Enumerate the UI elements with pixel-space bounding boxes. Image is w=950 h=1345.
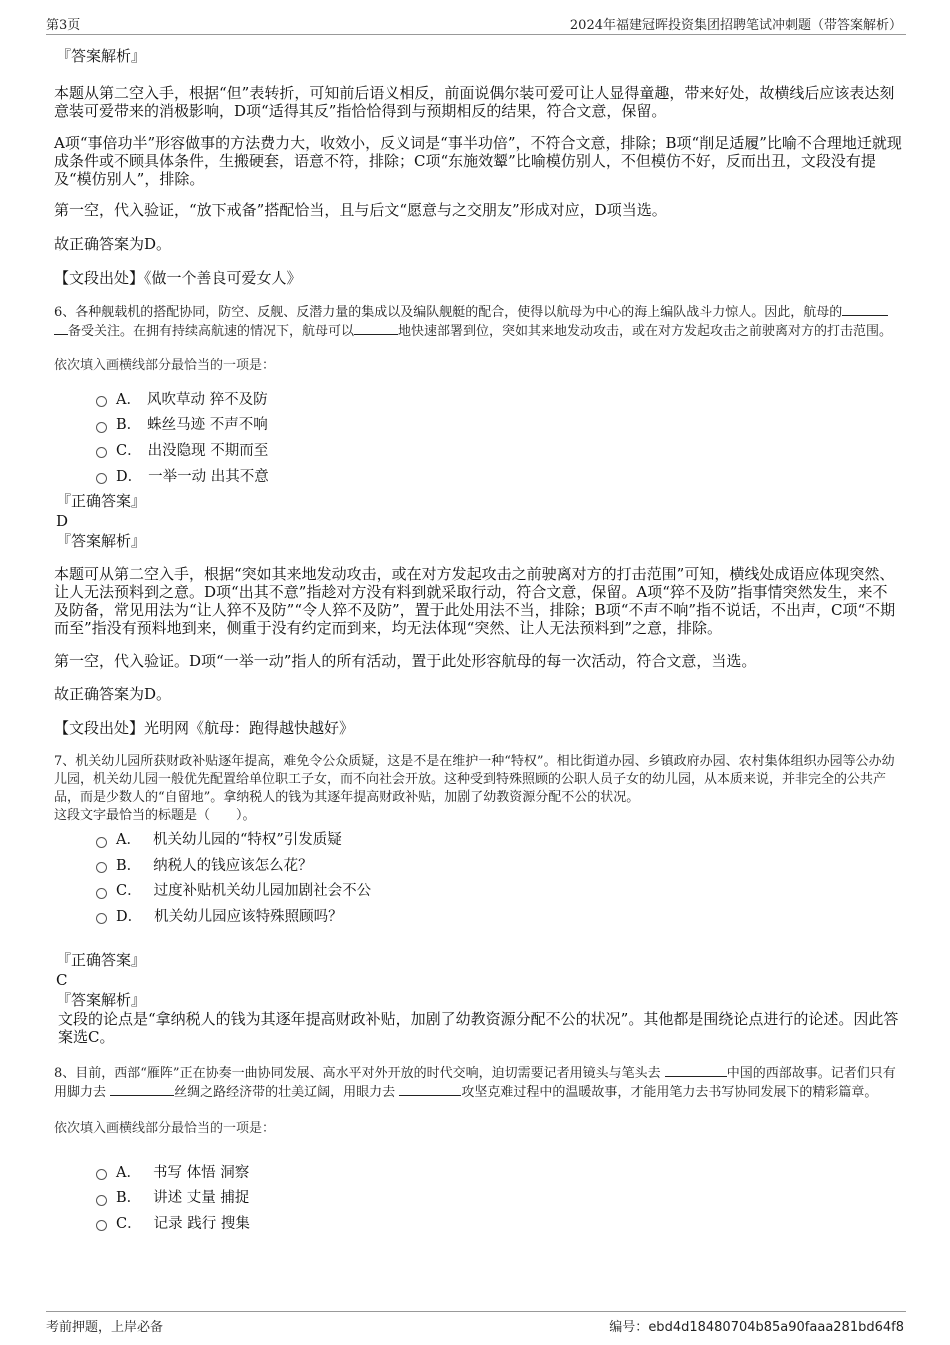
q5-analysis-p3: 第一空，代入验证，“放下戒备”搭配恰当，且与后文“愿意与之交朋友”形成对应，D项当选。 (54, 201, 667, 219)
q5-conclusion: 故正确答案为D。 (54, 235, 172, 253)
q6-option-a[interactable]: A． 风吹草动 猝不及防 (96, 387, 902, 413)
q8-stem-part2: 中国的西部故事。记者们只有用脚力去 (54, 1065, 896, 1100)
q6-option-d[interactable]: D． 一举一动 出其不意 (96, 464, 902, 490)
q6-analysis-label: 『答案解析』 (56, 532, 147, 551)
q6-stem (54, 303, 902, 341)
footer-code (609, 1316, 904, 1335)
q7-option-d[interactable]: D． 机关幼儿园应该特殊照顾吗？ (96, 904, 902, 930)
q7-analysis: 文段的论点是“拿纳税人的钱为其逐年提高财政补贴，加剧了幼教资源分配不公的状况”。其他都是围绕论点进行的论述。因此答案选C。 (58, 1009, 899, 1046)
q7-stem: 7、机关幼儿园所获财政补贴逐年提高，难免令公众质疑，这是不是在维护一种“特权”。相比街道办园、乡镇政府办园、农村集体组织办园等公办幼儿园，机关幼儿园一般优先配置给单位职工子女，而不向社会开放。这种受到特殊照顾的公职人员子女的幼儿园，从本质来说，并非完全的公共产品，而是少数人的“自留地”。拿纳税人的钱为其逐年提高财政补贴，加剧了幼教资源分配不公的状况。 (54, 754, 895, 806)
q8-stem-part3: 丝绸之路经济带的壮美辽阔，用眼力去 (174, 1084, 396, 1100)
q7-options (96, 827, 902, 929)
page-number: 第3页 (46, 18, 81, 33)
q5-analysis-p2: A项“事倍功半”形容做事的方法费力大，收效小，反义词是“事半功倍”，不符合文意，排除；B项“削足适履”比喻不合理地迁就现成条件或不顾具体条件，生搬硬套，语意不符，排除；C项“东施效颦”比喻模仿别人，不但模仿不好，反而出丑，文段没有提及“模仿别人”，排除。 (54, 134, 902, 188)
q5-analysis-p1: 本题从第二空入手，根据“但”表转折，可知前后语义相反，前面说偶尔装可爱可让人显得童趣，带来好处，故横线后应该表达刻意装可爱带来的消极影响，D项“适得其反”指恰恰得到与预期相反的结果，符合文意，保留。 (54, 84, 895, 120)
footer-code-label: 编号： (609, 1320, 649, 1335)
page-footer (46, 1311, 906, 1336)
q8-option-a[interactable]: A． 书写 体悟 洞察 (96, 1160, 902, 1186)
q6-correct-label: 『正确答案』 (56, 492, 147, 511)
q6-fill-hint: 依次填入画横线部分最恰当的一项是： (54, 358, 276, 373)
radio-icon[interactable] (96, 1169, 107, 1180)
q6-stem-part1: 6、各种舰载机的搭配协同，防空、反舰、反潜力量的集成以及编队舰艇的配合，使得以航母为中心的海上编队战斗力惊人。因此，航母的 (54, 305, 843, 320)
q7-correct-label: 『正确答案』 (56, 950, 147, 969)
page-header (46, 12, 906, 35)
q8-options (96, 1160, 902, 1237)
q8-fill-hint: 依次填入画横线部分最恰当的一项是： (54, 1120, 276, 1136)
q6-stem-part3: 地快速部署到位，突如其来地发动攻击，或在对方发起攻击之前驶离对方的打击范围。 (398, 324, 893, 339)
q8-blank-1 (665, 1064, 727, 1077)
radio-icon[interactable] (96, 422, 107, 433)
q6-source: 【文段出处】光明网《航母：跑得越快越好》 (54, 719, 355, 738)
q6-blank-2 (354, 322, 398, 335)
q8-stem-part1: 8、目前，西部“雁阵”正在协奏一曲协同发展、高水平对外开放的时代交响，迫切需要记者用镜头与笔头去 (54, 1065, 661, 1081)
footer-code-value: ebd4d18480704b85a90faaa281bd64f8 (648, 1320, 904, 1335)
radio-icon[interactable] (96, 447, 107, 458)
main-content (54, 40, 902, 1237)
q6-stem-part2: 备受关注。在拥有持续高航速的情况下，航母可以 (68, 324, 355, 339)
q6-analysis-p1: 本题可从第二空入手，根据“突如其来地发动攻击，或在对方发起攻击之前驶离对方的打击范围”可知，横线处成语应体现突然、让人无法预料到之意。D项“出其不意”指趁对方没有料到就采取行动，符合文意，保留。A项“猝不及防”指事情突然发生，来不及防备，常见用法为“让人猝不及防”“令人猝不及防”，置于此处用法不当，排除；B项“不声不响”指不说话，不出声，C项“不期而至”指没有预料地到来，侧重于没有约定而到来，均无法体现“突然、让人无法预料到”之意，排除。 (54, 565, 896, 638)
q6-blank-1-cont (54, 322, 68, 335)
footer-slogan: 考前押题，上岸必备 (46, 1320, 164, 1335)
q8-stem-part4: 攻坚克难过程中的温暖故事，才能用笔力去书写协同发展下的精彩篇章。 (461, 1084, 878, 1100)
q5-source: 【文段出处】《做一个善良可爱女人》 (54, 269, 302, 287)
q8-option-b[interactable]: B． 讲述 丈量 捕捉 (96, 1185, 902, 1211)
radio-icon[interactable] (96, 888, 107, 899)
q6-blank-1 (842, 303, 888, 316)
radio-icon[interactable] (96, 1220, 107, 1231)
q6-options (96, 387, 902, 489)
radio-icon[interactable] (96, 473, 107, 484)
q7-analysis-label: 『答案解析』 (56, 990, 147, 1009)
q8-option-c[interactable]: C． 记录 践行 搜集 (96, 1211, 902, 1237)
q8-stem (54, 1064, 902, 1102)
q7-ask: 这段文字最恰当的标题是（ ）。 (54, 808, 256, 824)
q7-answer: C (56, 970, 68, 989)
q6-analysis-p2: 第一空，代入验证。D项“一举一动”指人的所有活动，置于此处形容航母的每一次活动，符合文意，当选。 (54, 652, 757, 671)
q6-option-c[interactable]: C． 出没隐现 不期而至 (96, 438, 902, 464)
radio-icon[interactable] (96, 1195, 107, 1206)
q6-answer: D (56, 512, 69, 531)
q7-option-b[interactable]: B． 纳税人的钱应该怎么花？ (96, 853, 902, 879)
q7-option-a[interactable]: A． 机关幼儿园的“特权”引发质疑 (96, 827, 902, 853)
radio-icon[interactable] (96, 913, 107, 924)
q5-analysis-label: 『答案解析』 (56, 47, 147, 65)
q7-option-c[interactable]: C． 过度补贴机关幼儿园加剧社会不公 (96, 879, 902, 905)
q6-conclusion: 故正确答案为D。 (54, 685, 172, 704)
radio-icon[interactable] (96, 862, 107, 873)
document-title: 2024年福建冠晖投资集团招聘笔试冲刺题（带答案解析） (569, 18, 902, 33)
q8-blank-2 (110, 1083, 174, 1096)
radio-icon[interactable] (96, 396, 107, 407)
q6-option-b[interactable]: B． 蛛丝马迹 不声不响 (96, 413, 902, 439)
q8-blank-3 (399, 1083, 461, 1096)
radio-icon[interactable] (96, 837, 107, 848)
